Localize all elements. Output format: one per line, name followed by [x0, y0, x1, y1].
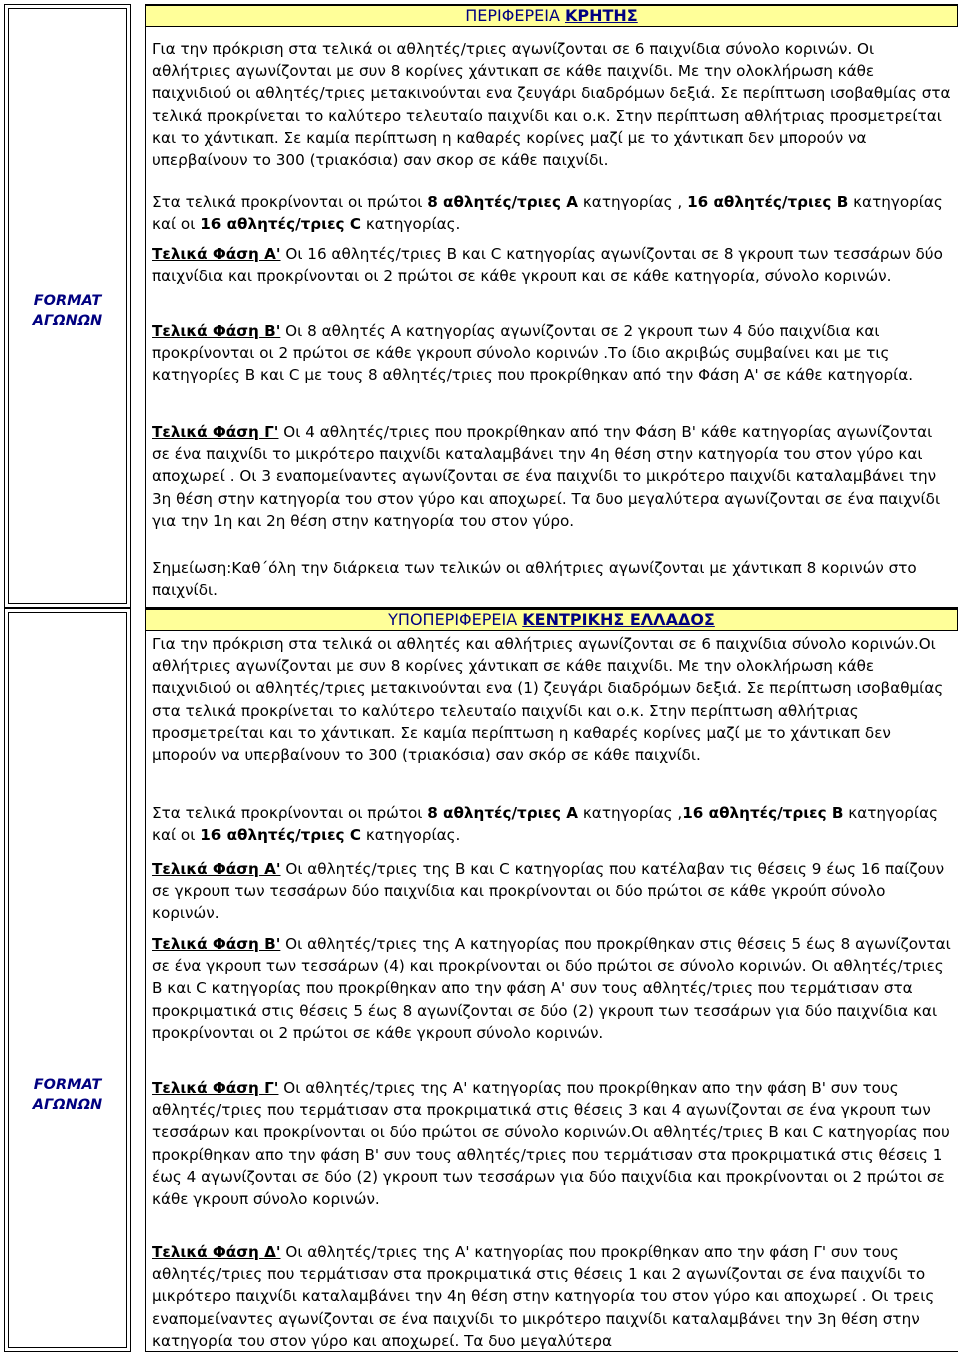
crete-phase-b: [152, 320, 952, 387]
crete-header-prefix: ΠΕΡΙΦΕΡΕΙΑ: [465, 6, 565, 25]
central-phase-c-text: Οι αθλητές/τριες της Α' κατηγορίας που προκρίθηκαν απο την φάση Β' συν τους αθλητές/τριες που τερμάτισαν στα προκριματικά στις θέσεις 3 και 4 αγωνίζονται σε ένα γκρουπ των τεσσάρων και προκρίνονται οι δύο πρώτοι σε σύνολο κορινών.Οι αθλητές/τριες Β και C κατηγορίας που προκρίθηκαν απο την φάση Β' συν τους αθλητές/τριες που τερμάτισαν στα προκριματικά στις θέσεις 1 έως 4 αγωνίζονται σε δύο (2) γκρουπ των τεσσάρων για δύο παιχνίδια και προκρίνονται οι 2 πρώτοι σε κάθε γκρουπ σύνολο κορινών.: [152, 1079, 950, 1209]
central-header: [145, 609, 958, 631]
crete-qualify-text1: Στα τελικά προκρίνονται οι πρώτοι: [152, 193, 428, 211]
crete-intro: Για την πρόκριση στα τελικά οι αθλητές/τριες αγωνίζονται σε 6 παιχνίδια σύνολο κορινών. Οι αθλήτριες αγωνίζονται με συν 8 κορίνες χάντικαπ σε κάθε παιχνίδι. Με την ολοκλήρωση κάθε παιχνιδιού οι αθλητές/τριες μετακινούνται ενα ζευγάρι διαδρόμων δεξιά. Σε περίπτωση ισοβαθμίας στα τελικά προκρίνεται το καλύτερο τελευταίο παιχνίδι και ο.κ. Στην περίπτωση αθλήτριας προσμετρείται και το χάντικαπ. Σε καμία περίπτωση η καθαρές κορίνες μαζί με το χάντικαπ δεν μπορούν να υπερβαίνουν το 300 (τριακόσια) σαν σκορ σε κάθε παιχνίδι.: [152, 40, 951, 170]
crete-phase-b-label: Τελικά Φάση Β': [152, 322, 281, 340]
central-qualify-cat-c: 16 αθλητές/τριες C: [200, 826, 361, 845]
central-phase-c-label: Τελικά Φάση Γ': [152, 1079, 279, 1097]
central-phase-b-text: Οι αθλητές/τριες της Α κατηγορίας που προκρίθηκαν στις θέσεις 5 έως 8 αγωνίζονται σε ένα γκρουπ των τεσσάρων (4) και προκρίνονται οι δύο πρώτοι σε σύνολο κορινών. Οι αθλητές/τριες Β και C κατηγορίας που προκρίθηκαν απο την φάση Α' συν τους αθλητές/τριες που τερμάτισαν στα προκριματικά στις θέσεις 5 έως 8 αγωνίζονται σε δύο (2) γκρουπ των τεσσάρων για δύο παιχνίδια και προκρίνονται οι 2 πρώτοι σε κάθε γκρουπ σύνολο κορινών.: [152, 935, 951, 1042]
crete-phase-c-text: Οι 4 αθλητές/τριες που προκρίθηκαν από την Φάση Β' κάθε κατηγορίας αγωνίζονται σε ένα παιχνίδι το μικρότερο παιχνίδι καταλαμβάνει την 4η θέση στην κατηγορία του στον γύρο και αποχωρεί . Οι 3 εναπομείναντες αγωνίζονται σε ένα παιχνίδι το μικρότερο παιχνίδι καταλαμβάνει την 3η θέση στην κατηγορία του στον γύρο και αποχωρεί. Τα δυο μεγαλύτερα αγωνίζονται σε ένα παιχνίδι για την 1η και 2η θέση στην κατηγορία του στον γύρο.: [152, 423, 941, 530]
central-qualify: [152, 802, 952, 846]
crete-label-line1: FORMAT: [33, 293, 102, 309]
central-qualify-text2: κατηγορίας ,: [578, 804, 683, 822]
central-phase-d: [152, 1241, 952, 1352]
crete-format-label: [9, 291, 126, 331]
crete-qualify-cat-a: 8 αθλητές/τριες Α: [427, 193, 579, 211]
central-header-bold: ΚΕΝΤΡΙΚΗΣ ΕΛΛΑΔΟΣ: [522, 610, 715, 629]
crete-note: Σημείωση:Καθ΄όλη την διάρκεια των τελικών οι αθλήτριες αγωνίζονται με χάντικαπ 8 κορινών στο παιχνίδι.: [152, 559, 917, 600]
central-label-inner-border: [8, 612, 127, 1348]
crete-phase-c-label: Τελικά Φάση Γ': [152, 423, 279, 441]
central-format-label: [9, 1075, 126, 1115]
central-label-cell: [4, 608, 131, 1352]
crete-phase-a: [152, 243, 952, 287]
crete-phase-b-text: Οι 8 αθλητές Α κατηγορίας αγωνίζονται σε 2 γκρουπ των 4 δύο παιχνίδια και προκρίνονται οι 2 πρώτοι σε κάθε γκρουπ σύνολο κορινών .Το ίδιο ακριβώς συμβαίνει και με τις κατηγορίες Β και C με τους 8 αθλητές/τριες που προκρίθηκαν από την Φάση Α' σε κάθε κατηγορία.: [152, 322, 914, 385]
crete-phase-a-label: Τελικά Φάση Α': [152, 245, 281, 263]
central-qualify-text3: κατηγορίας καί οι: [152, 804, 938, 845]
crete-qualify: [152, 191, 952, 235]
crete-phase-a-text: Οι 16 αθλητές/τριες Β και C κατηγορίας αγωνίζονται σε 8 γκρουπ των τεσσάρων δύο παιχνίδια και προκρίνονται οι 2 πρώτοι σε κάθε γκρουπ και σε κάθε κατηγορία, σύνολο κορινών.: [152, 245, 943, 286]
central-qualify-cat-b: 16 αθλητές/τριες Β: [682, 804, 844, 822]
central-phase-a-text: Οι αθλητές/τριες της Β και C κατηγορίας που κατέλαβαν τις θέσεις 9 έως 16 παίζουν σε γκρουπ των τεσσάρων δύο παιχνίδια και προκρίνονται οι δύο πρώτοι σε κάθε γκρούπ σύνολο κορινών.: [152, 860, 945, 923]
central-qualify-text4: κατηγορίας.: [361, 826, 461, 845]
crete-qualify-text3: κατηγορίας καί οι: [152, 193, 943, 234]
crete-qualify-cat-c: 16 αθλητές/τριες C: [200, 215, 361, 234]
central-header-prefix: ΥΠΟΠΕΡΙΦΕΡΕΙΑ: [388, 610, 523, 629]
central-phase-b: [152, 933, 952, 1044]
central-qualify-cat-a: 8 αθλητές/τριες Α: [427, 804, 579, 822]
central-label-line2: ΑΓΩΝΩΝ: [32, 1097, 103, 1113]
crete-label-line2: ΑΓΩΝΩΝ: [32, 313, 103, 329]
central-label-line1: FORMAT: [33, 1077, 102, 1093]
crete-header-bold: ΚΡΗΤΗΣ: [564, 6, 638, 25]
crete-header: [145, 5, 958, 27]
central-intro: Για την πρόκριση στα τελικά οι αθλητές και αθλήτριες αγωνίζονται σε 6 παιχνίδια σύνολο κορινών.Οι αθλήτριες αγωνίζονται με συν 8 κορίνες χάντικαπ σε κάθε παιχνίδι. Με την ολοκλήρωση κάθε παιχνιδιού οι αθλητές/τριες μετακινούνται ενα (1) ζευγάρι διαδρόμων δεξιά. Σε περίπτωση ισοβαθμίας στα τελικά προκρίνεται το καλύτερο τελευταίο παιχνίδι και ο.κ. Στην περίπτωση αθλήτριας προσμετρείται και το χάντικαπ. Σε καμία περίπτωση η καθαρές κορίνες μαζί με το χάντικαπ δεν μπορούν να υπερβαίνουν το 300 (τριακόσια) σαν σκόρ σε κάθε παιχνίδι.: [152, 635, 944, 765]
crete-label-cell: [4, 4, 131, 608]
crete-qualify-cat-b: 16 αθλητές/τριες Β: [687, 193, 849, 211]
central-phase-d-text: Οι αθλητές/τριες της Α' κατηγορίας που προκρίθηκαν απο την φάση Γ' συν τους αθλητές/τριες που τερμάτισαν στα προκριματικά στις θέσεις 1 και 2 αγωνίζονται σε ένα παιχνίδι το μικρότερο παιχνίδι καταλαμβάνει την 4η θέση στην κατηγορία του στον γύρο και αποχωρεί . Οι τρεις εναπομείναντες αγωνίζονται σε ένα παιχνίδι το μικρότερο παιχνίδι καταλαμβάνει την 3η θέση στην κατηγορία του στον γύρο και αποχωρεί. Τα δυο μεγαλύτερα: [152, 1243, 935, 1350]
central-phase-d-label: Τελικά Φάση Δ': [152, 1243, 281, 1261]
crete-qualify-text2: κατηγορίας ,: [578, 193, 688, 211]
central-qualify-text1: Στα τελικά προκρίνονται οι πρώτοι: [152, 804, 428, 822]
central-phase-b-label: Τελικά Φάση Β': [152, 935, 281, 953]
crete-qualify-text4: κατηγορίας.: [361, 215, 461, 234]
central-phase-a-label: Τελικά Φάση Α': [152, 860, 281, 878]
central-phase-c: [152, 1077, 952, 1210]
crete-phase-c: [152, 421, 952, 532]
central-phase-a: [152, 858, 952, 925]
crete-label-inner-border: [8, 8, 127, 604]
